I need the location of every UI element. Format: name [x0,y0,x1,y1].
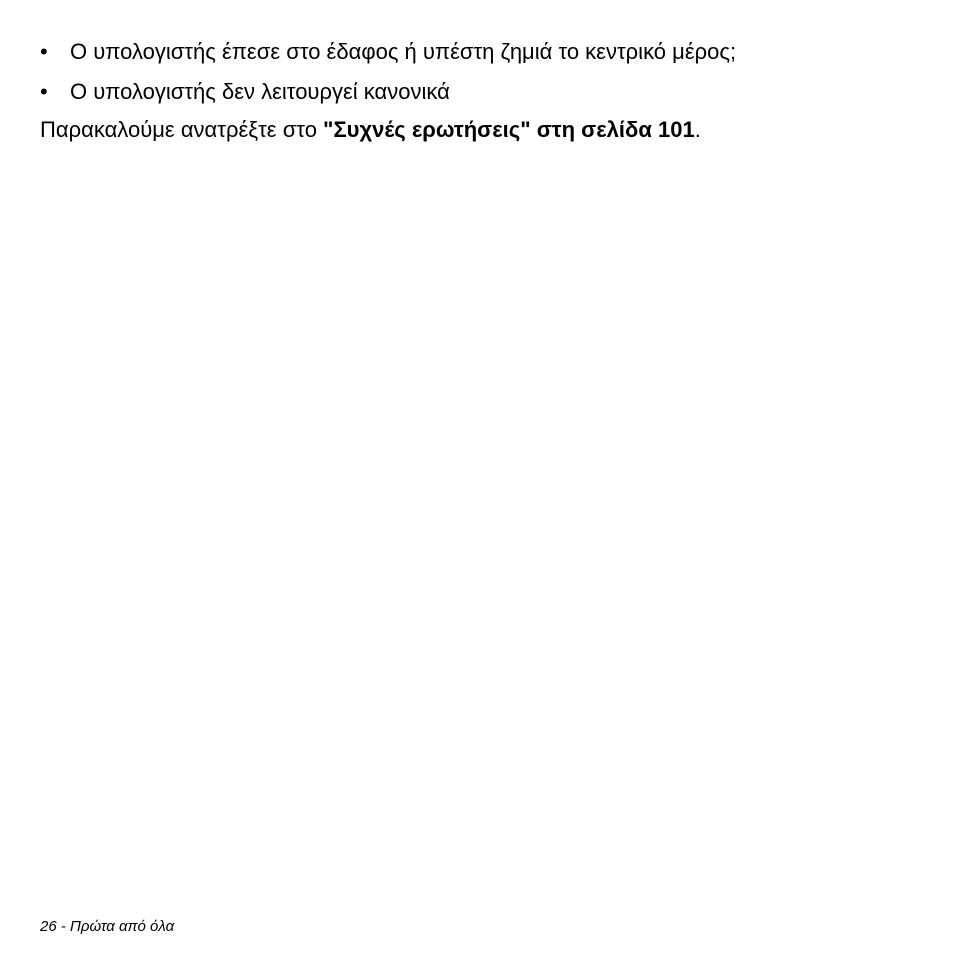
bullet-list [40,32,736,112]
page-footer: 26 - Πρώτα από όλα [40,918,175,935]
paragraph-text: Παρακαλούμε ανατρέξτε στο [40,117,324,142]
bullet-text: Ο υπολογιστής έπεσε στο έδαφος ή υπέστη ζημιά το κεντρικό μέρος; [70,39,737,64]
reference-paragraph [40,110,701,150]
bullet-text: Ο υπολογιστής δεν λειτουργεί κανονικά [70,79,450,104]
list-item [40,72,736,112]
paragraph-period: . [694,117,701,142]
faq-page-reference-link[interactable]: "Συχνές ερωτήσεις" στη σελίδα 101 [323,117,695,142]
bullet-marker: • [40,79,48,104]
list-item [40,32,736,72]
bullet-marker: • [40,39,48,64]
